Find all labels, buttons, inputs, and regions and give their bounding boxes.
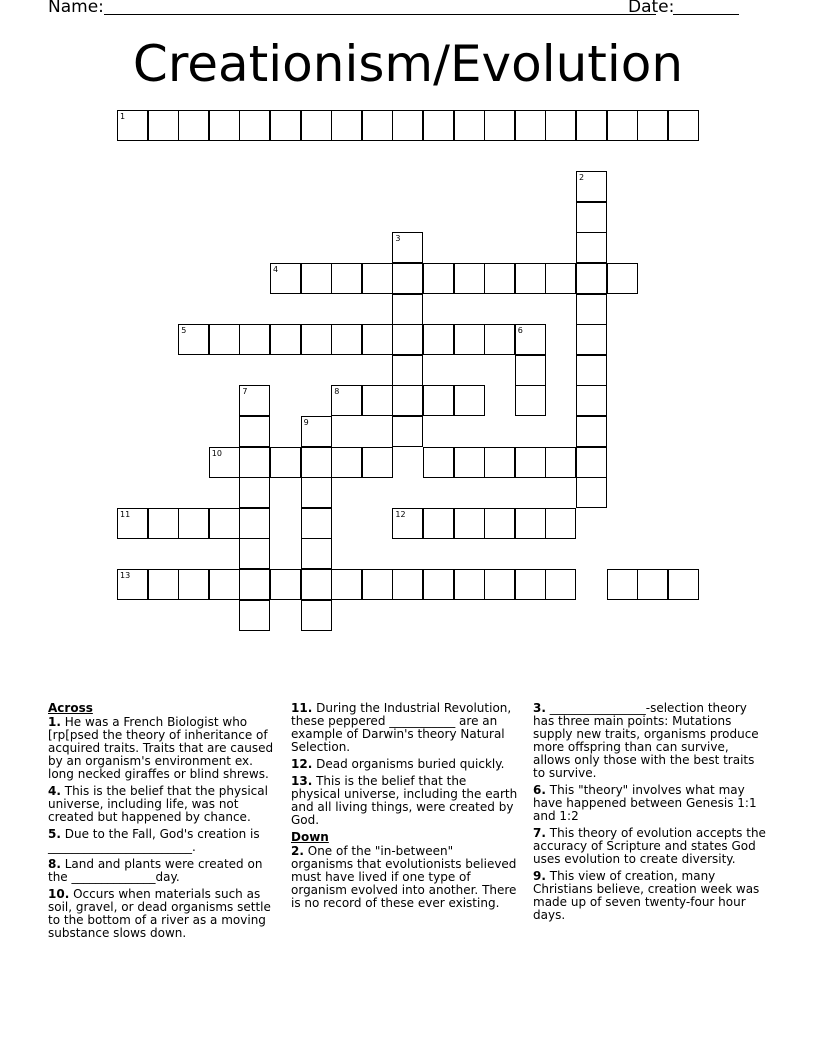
grid-cell[interactable] — [423, 263, 454, 294]
cell-number: 7 — [242, 387, 248, 397]
grid-cell[interactable] — [331, 447, 362, 478]
grid-cell[interactable] — [637, 569, 668, 600]
cell-number: 6 — [517, 326, 523, 336]
grid-cell[interactable] — [576, 171, 607, 202]
grid-cell[interactable] — [270, 110, 301, 141]
grid-cell[interactable] — [209, 569, 240, 600]
clue-across-5: 5. Due to the Fall, God's creation is ________________________. — [48, 827, 260, 854]
grid-cell[interactable] — [484, 508, 515, 539]
clue-across-4: 4. This is the belief that the physical universe, including life, was not created but happened by chance. — [48, 784, 268, 824]
grid-cell[interactable] — [545, 508, 576, 539]
grid-cell[interactable] — [637, 110, 668, 141]
grid-cell[interactable] — [239, 538, 270, 569]
grid-cell[interactable] — [576, 263, 607, 294]
grid-cell[interactable] — [515, 263, 546, 294]
grid-cell[interactable] — [392, 294, 423, 325]
grid-cell[interactable] — [178, 110, 209, 141]
grid-cell[interactable] — [484, 110, 515, 141]
grid-cell[interactable] — [576, 202, 607, 233]
grid-cell[interactable] — [270, 324, 301, 355]
grid-cell[interactable] — [301, 569, 332, 600]
cell-number: 8 — [334, 387, 340, 397]
across-heading: Across — [48, 701, 93, 715]
grid-cell[interactable] — [515, 569, 546, 600]
grid-cell[interactable] — [239, 569, 270, 600]
grid-cell[interactable] — [148, 508, 179, 539]
grid-cell[interactable] — [515, 110, 546, 141]
clue-down-9: 9. This view of creation, many Christians believe, creation week was made up of seven twenty-four hour days. — [533, 869, 760, 922]
grid-cell[interactable] — [301, 416, 332, 447]
grid-cell[interactable] — [576, 477, 607, 508]
clue-across-11: 11. During the Industrial Revolution, these peppered ___________ are an example of Darwin's theory Natural Selection. — [291, 701, 512, 754]
grid-cell[interactable] — [392, 355, 423, 386]
grid-cell[interactable] — [576, 294, 607, 325]
grid-cell[interactable] — [270, 447, 301, 478]
grid-cell[interactable] — [331, 263, 362, 294]
grid-cell[interactable] — [576, 110, 607, 141]
date-line[interactable] — [673, 14, 739, 15]
grid-cell[interactable] — [454, 324, 485, 355]
grid-cell[interactable] — [423, 324, 454, 355]
grid-cell[interactable] — [239, 416, 270, 447]
grid-cell[interactable] — [576, 385, 607, 416]
grid-cell[interactable] — [392, 110, 423, 141]
cell-number: 11 — [120, 509, 131, 519]
grid-cell[interactable] — [668, 569, 699, 600]
grid-cell[interactable] — [117, 110, 148, 141]
grid-cell[interactable] — [178, 508, 209, 539]
grid-cell[interactable] — [515, 385, 546, 416]
grid-cell[interactable] — [607, 569, 638, 600]
grid-cell[interactable] — [239, 477, 270, 508]
grid-cell[interactable] — [148, 569, 179, 600]
grid-cell[interactable] — [362, 385, 393, 416]
grid-cell[interactable] — [515, 355, 546, 386]
cell-number: 2 — [579, 173, 585, 183]
grid-cell[interactable] — [331, 569, 362, 600]
grid-cell[interactable] — [392, 416, 423, 447]
grid-cell[interactable] — [515, 447, 546, 478]
grid-cell[interactable] — [331, 324, 362, 355]
grid-cell[interactable] — [239, 324, 270, 355]
grid-cell[interactable] — [209, 508, 240, 539]
grid-cell[interactable] — [117, 569, 148, 600]
grid-cell[interactable] — [178, 569, 209, 600]
header-row — [48, 0, 748, 21]
grid-cell[interactable] — [454, 508, 485, 539]
grid-cell[interactable] — [239, 508, 270, 539]
grid-cell[interactable] — [576, 324, 607, 355]
clues-column-1 — [48, 702, 280, 944]
grid-cell[interactable] — [454, 569, 485, 600]
clue-across-10: 10. Occurs when materials such as soil, gravel, or dead organisms settle to the bottom of a river as a moving substance slows down. — [48, 887, 271, 940]
grid-cell[interactable] — [301, 600, 332, 631]
clue-across-13: 13. This is the belief that the physical universe, including the earth and all living things, were created by God. — [291, 774, 518, 827]
grid-cell[interactable] — [484, 324, 515, 355]
grid-cell[interactable] — [392, 232, 423, 263]
grid-cell[interactable] — [392, 569, 423, 600]
grid-cell[interactable] — [607, 110, 638, 141]
cell-number: 3 — [395, 234, 401, 244]
grid-cell[interactable] — [362, 324, 393, 355]
grid-cell[interactable] — [392, 385, 423, 416]
clue-down-7: 7. This theory of evolution accepts the accuracy of Scripture and states God uses evolution to create diversity. — [533, 826, 766, 866]
clue-across-12: 12. Dead organisms buried quickly. — [291, 757, 505, 771]
grid-cell[interactable] — [209, 447, 240, 478]
cell-number: 10 — [211, 448, 222, 458]
grid-cell[interactable] — [301, 324, 332, 355]
grid-cell[interactable] — [423, 569, 454, 600]
grid-cell[interactable] — [270, 569, 301, 600]
grid-cell[interactable] — [301, 447, 332, 478]
grid-cell[interactable] — [362, 569, 393, 600]
grid-cell[interactable] — [117, 508, 148, 539]
grid-cell[interactable] — [423, 385, 454, 416]
grid-cell[interactable] — [301, 110, 332, 141]
grid-cell[interactable] — [301, 508, 332, 539]
grid-cell[interactable] — [545, 110, 576, 141]
grid-cell[interactable] — [576, 355, 607, 386]
cell-number: 13 — [120, 571, 131, 580]
grid-cell[interactable] — [301, 538, 332, 569]
grid-cell[interactable] — [239, 600, 270, 631]
grid-cell[interactable] — [454, 263, 485, 294]
grid-cell[interactable] — [239, 110, 270, 141]
grid-cell[interactable] — [362, 263, 393, 294]
grid-cell[interactable] — [545, 447, 576, 478]
grid-cell[interactable] — [576, 416, 607, 447]
clue-down-3: 3. ________________-selection theory has three main points: Mutations supply new traits, organisms produce more offspring than can survive, allows only those with the best traits to survive. — [533, 701, 759, 780]
grid-cell[interactable] — [454, 110, 485, 141]
cell-number: 1 — [120, 112, 126, 121]
name-line[interactable] — [104, 14, 656, 15]
grid-cell[interactable] — [576, 447, 607, 478]
clues-column-2 — [291, 702, 518, 914]
grid-cell[interactable] — [270, 263, 301, 294]
grid-cell[interactable] — [362, 110, 393, 141]
grid-cell[interactable] — [178, 324, 209, 355]
grid-cell[interactable] — [209, 110, 240, 141]
grid-cell[interactable] — [545, 263, 576, 294]
grid-cell[interactable] — [484, 447, 515, 478]
clues-column-3 — [533, 702, 768, 926]
grid-cell[interactable] — [362, 447, 393, 478]
grid-cell[interactable] — [668, 110, 699, 141]
clue-down-2: 2. One of the "in-between" organisms that evolutionists believed must have lived if one type of organism evolved into another. There is no record of these ever existing. — [291, 844, 517, 910]
puzzle-title: Creationism/Evolution — [132, 35, 684, 93]
grid-cell[interactable] — [301, 263, 332, 294]
date-label: Date: — [628, 0, 675, 17]
grid-cell[interactable] — [423, 447, 454, 478]
grid-cell[interactable] — [515, 508, 546, 539]
grid-cell[interactable] — [545, 569, 576, 600]
grid-cell[interactable] — [331, 110, 362, 141]
cell-number: 9 — [303, 418, 309, 427]
clue-down-6: 6. This "theory" involves what may have happened between Genesis 1:1 and 1:2 — [533, 783, 757, 823]
grid-cell[interactable] — [392, 508, 423, 539]
name-label: Name: — [48, 0, 104, 17]
grid-cell[interactable] — [392, 324, 423, 355]
grid-cell[interactable] — [423, 508, 454, 539]
grid-cell[interactable] — [239, 447, 270, 478]
grid-cell[interactable] — [331, 385, 362, 416]
cell-number: 12 — [395, 509, 406, 519]
grid-cell[interactable] — [209, 324, 240, 355]
grid-cell[interactable] — [148, 110, 179, 141]
down-heading: Down — [291, 830, 329, 844]
clue-across-8: 8. Land and plants were created on the ______________day. — [48, 857, 263, 884]
grid-cell[interactable] — [423, 110, 454, 141]
cell-number: 4 — [273, 265, 279, 274]
grid-cell[interactable] — [454, 385, 485, 416]
grid-cell[interactable] — [484, 263, 515, 294]
grid-cell[interactable] — [515, 324, 546, 355]
grid-cell[interactable] — [484, 569, 515, 600]
cell-number: 5 — [181, 326, 187, 336]
grid-cell[interactable] — [301, 477, 332, 508]
grid-cell[interactable] — [454, 447, 485, 478]
clue-across-1: 1. He was a French Biologist who [rp[psed the theory of inheritance of acquired traits. Traits that are caused by an organism's environment ex. long necked giraffes or blind shrews. — [48, 715, 274, 781]
grid-cell[interactable] — [392, 263, 423, 294]
grid-cell[interactable] — [576, 232, 607, 263]
grid-cell[interactable] — [239, 385, 270, 416]
grid-cell[interactable] — [607, 263, 638, 294]
